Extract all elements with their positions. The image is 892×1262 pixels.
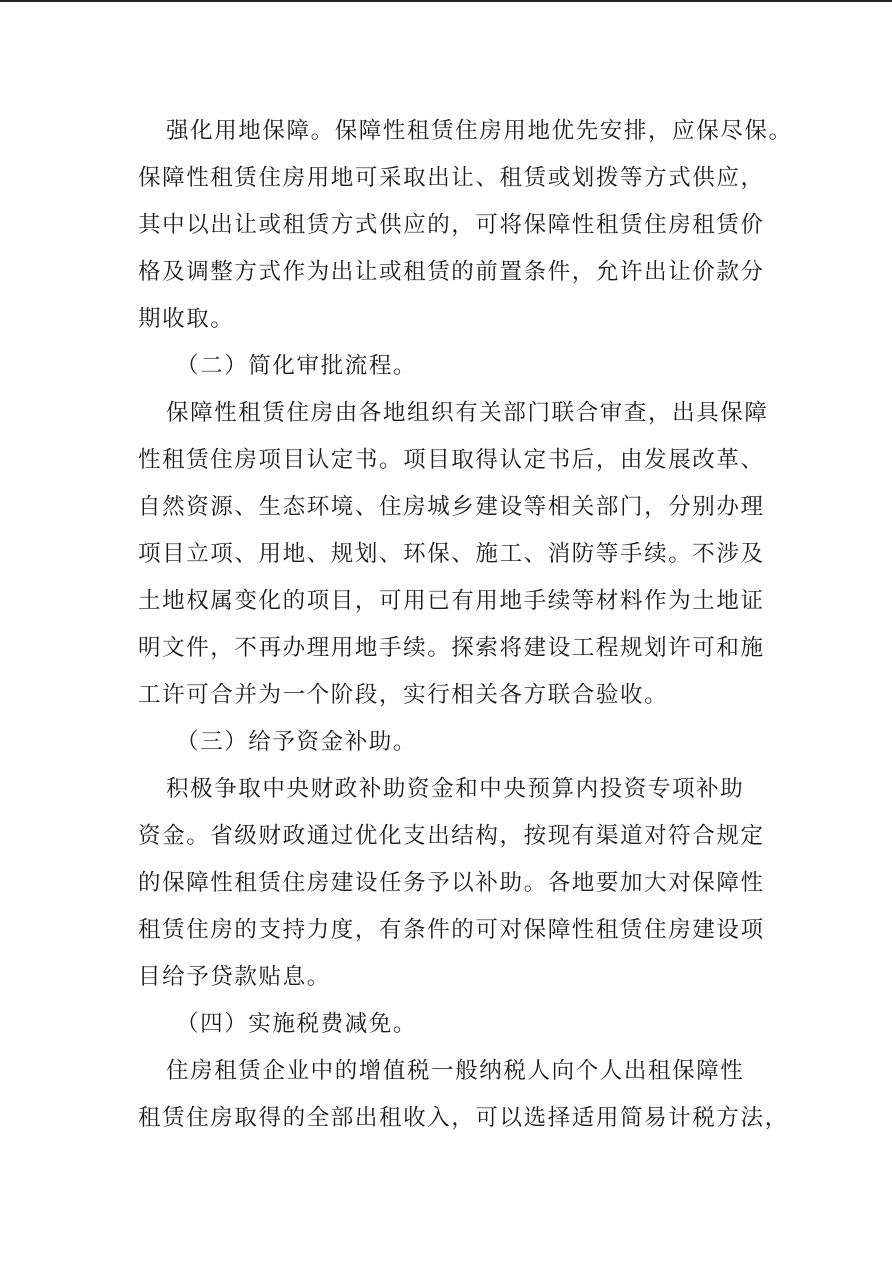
paragraph-line: 租赁住房的支持力度，有条件的可对保障性租赁住房建设项 — [138, 917, 765, 943]
paragraph-line: 其中以出让或租赁方式供应的，可将保障性租赁住房租赁价 — [138, 212, 765, 238]
paragraph-line: 租赁住房取得的全部出租收入，可以选择适用简易计税方法， — [138, 1105, 789, 1131]
paragraph-line: 自然资源、生态环境、住房城乡建设等相关部门，分别办理 — [138, 494, 765, 520]
section-heading-4: （四）实施税费减免。 — [176, 1011, 418, 1037]
section-heading-2: （二）简化审批流程。 — [176, 353, 418, 379]
paragraph-line: 性租赁住房项目认定书。项目取得认定书后，由发展改革、 — [138, 447, 765, 473]
paragraph-line: 住房租赁企业中的增值税一般纳税人向个人出租保障性 — [166, 1058, 745, 1084]
paragraph-line: 期收取。 — [138, 306, 235, 332]
paragraph-line: 土地权属变化的项目，可用已有用地手续等材料作为土地证 — [138, 588, 765, 614]
paragraph-line: 积极争取中央财政补助资金和中央预算内投资专项补助 — [166, 776, 745, 802]
paragraph-line: 的保障性租赁住房建设任务予以补助。各地要加大对保障性 — [138, 870, 765, 896]
paragraph-line: 资金。省级财政通过优化支出结构，按现有渠道对符合规定 — [138, 823, 765, 849]
paragraph-line: 格及调整方式作为出让或租赁的前置条件，允许出让价款分 — [138, 259, 765, 285]
section-heading-3: （三）给予资金补助。 — [176, 729, 418, 755]
paragraph-line: 工许可合并为一个阶段，实行相关各方联合验收。 — [138, 682, 669, 708]
paragraph-line: 目给予贷款贴息。 — [138, 964, 331, 990]
paragraph-line: 项目立项、用地、规划、环保、施工、消防等手续。不涉及 — [138, 541, 765, 567]
paragraph-line: 保障性租赁住房用地可采取出让、租赁或划拨等方式供应， — [138, 165, 765, 191]
paragraph-line: 明文件，不再办理用地手续。探索将建设工程规划许可和施 — [138, 635, 765, 661]
paragraph-line: 强化用地保障。保障性租赁住房用地优先安排，应保尽保。 — [166, 118, 793, 144]
paragraph-line: 保障性租赁住房由各地组织有关部门联合审查，出具保障 — [166, 400, 769, 426]
